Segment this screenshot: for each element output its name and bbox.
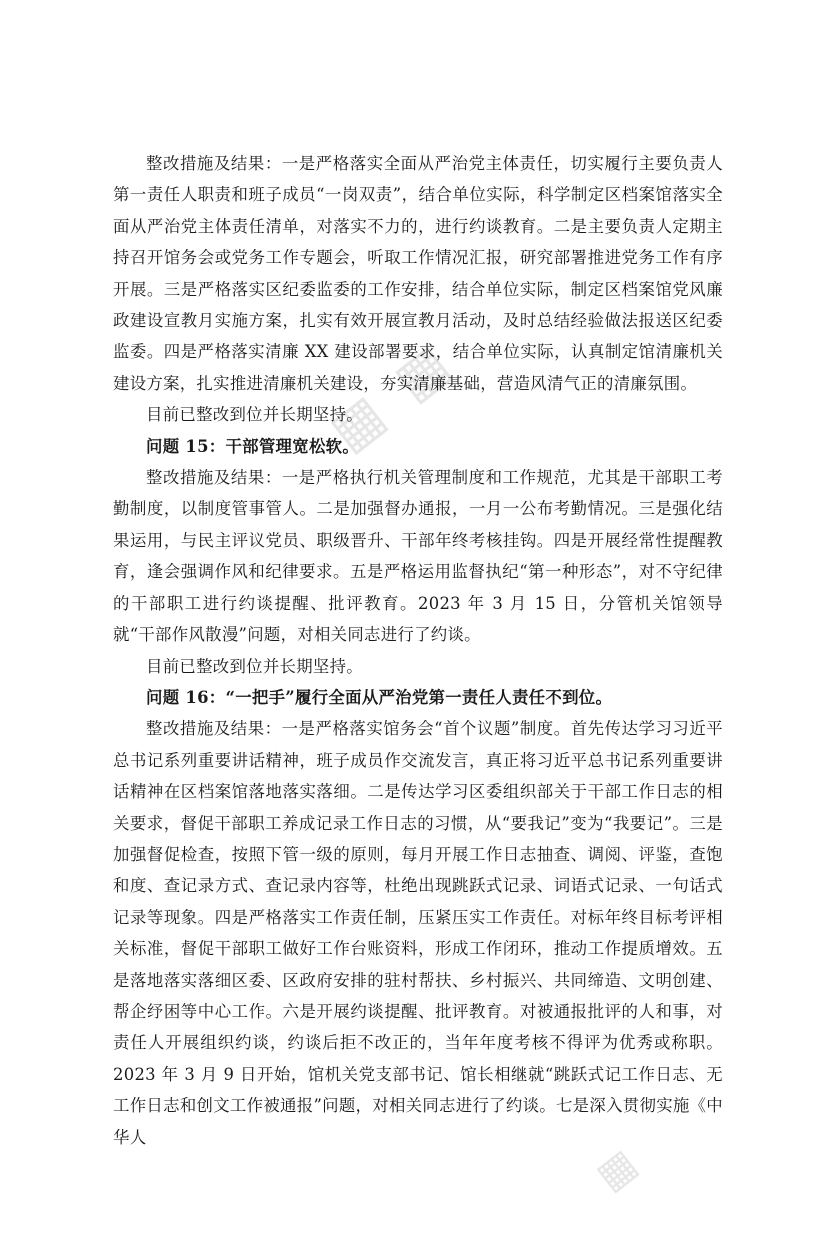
- issue-heading-16: 问题 16：“一把手”履行全面从严治党第一责任人责任不到位。: [146, 687, 613, 707]
- paragraph-measures-15: 整改措施及结果：一是严格执行机关管理制度和工作规范，尤其是干部职工考勤制度，以制度管事管人。二是加强督办通报，一月一公布考勤情况。三是强化结果运用，与民主评议党员、职级晋升、干部年终考核挂钩。四是开展经常性提醒教育，逢会强调作风和纪律要求。五是严格运用监督执纪“第一种形态”，对不守纪律的干部职工进行约谈提醒、批评教育。2023 年 3 月 15 日，分管机关馆领导就“干部作风散漫”问题，对相关同志进行了约谈。: [113, 468, 723, 645]
- paragraph-status: 目前已整改到位并长期坚持。: [146, 656, 363, 676]
- document-body: [113, 148, 723, 1153]
- issue-heading-15: 问题 15：干部管理宽松软。: [146, 436, 360, 456]
- paragraph-measures-16: 整改措施及结果：一是严格落实馆务会“首个议题”制度。首先传达学习习近平总书记系列重要讲话精神，班子成员作交流发言，真正将习近平总书记系列重要讲话精神在区档案馆落地落实落细。二是传达学习区委组织部关于干部工作日志的相关要求，督促干部职工养成记录工作日志的习惯，从“要我记”变为“我要记”。三是加强督促检查，按照下管一级的原则，每月开展工作日志抽查、调阅、评鉴，查饱和度、查记录方式、查记录内容等，杜绝出现跳跃式记录、词语式记录、一句话式记录等现象。四是严格落实工作责任制，压紧压实工作责任。对标年终目标考评相关标准，督促干部职工做好工作台账资料，形成工作闭环，推动工作提质增效。五是落地落实落细区委、区政府安排的驻村帮扶、乡村振兴、共同缔造、文明创建、帮企纾困等中心工作。六是开展约谈提醒、批评教育。对被通报批评的人和事，对责任人开展组织约谈，约谈后拒不改正的，当年年度考核不得评为优秀或称职。2023 年 3 月 9 日开始，馆机关党支部书记、馆长相继就“跳跃式记工作日志、无工作日志和创文工作被通报”问题，对相关同志进行了约谈。七是深入贯彻实施《中华人: [113, 719, 723, 1147]
- paragraph-measures-14: 整改措施及结果：一是严格落实全面从严治党主体责任，切实履行主要负责人第一责任人职责和班子成员“一岗双责”，结合单位实际，科学制定区档案馆落实全面从严治党主体责任清单，对落实不力的，进行约谈教育。二是主要负责人定期主持召开馆务会或党务工作专题会，听取工作情况汇报，研究部署推进党务工作有序开展。三是严格落实区纪委监委的工作安排，结合单位实际，制定区档案馆党风廉政建设宣教月实施方案，扎实有效开展宣教月活动，及时总结经验做法报送区纪委监委。四是严格落实清廉 XX 建设部署要求，结合单位实际，认真制定馆清廉机关建设方案，扎实推进清廉机关建设，夯实清廉基础，营造风清气正的清廉氛围。: [113, 154, 723, 393]
- watermark: ▦ ▦: [317, 328, 466, 464]
- watermark: ▦: [587, 1136, 651, 1200]
- paragraph-status: 目前已整改到位并长期坚持。: [146, 405, 363, 425]
